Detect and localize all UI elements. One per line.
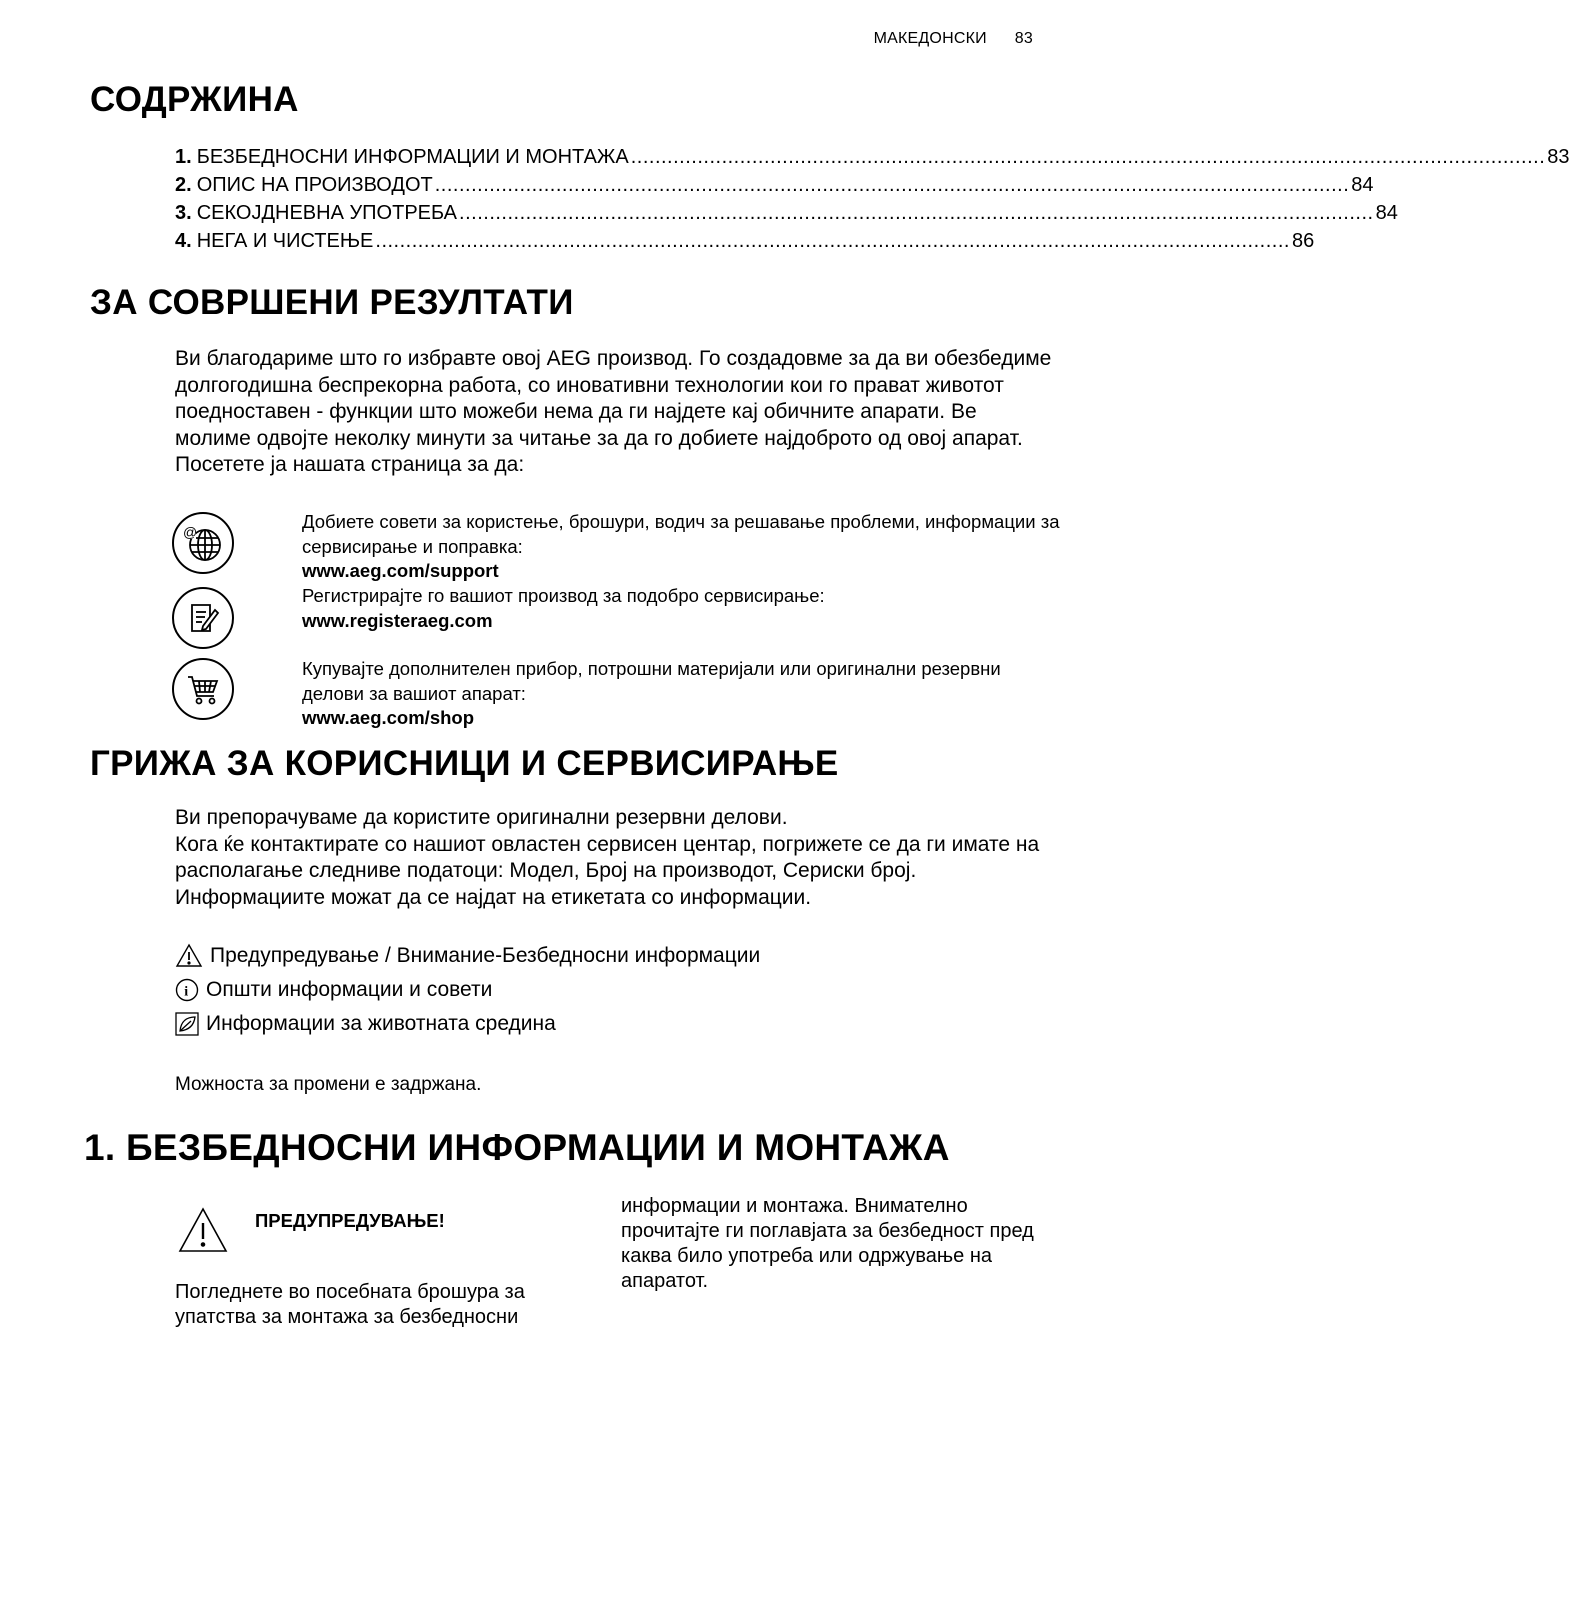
shop-url-link[interactable]: www.aeg.com/shop (302, 707, 475, 728)
support-text: Добиете совети за користење, брошури, водич за решавање проблеми, информации за сервисирање и поправка: (302, 511, 1060, 557)
toc-item[interactable] (175, 199, 1398, 227)
shop-text: Купувајте дополнителен прибор, потрошни материјали или оригинални резервни делови за вашиот апарат: (302, 658, 1001, 704)
toc-item[interactable] (175, 143, 1570, 171)
toc-item-page: 84 (1375, 202, 1398, 224)
safety-paragraph-right: информации и монтажа. Внимателно прочитајте ги поглавјата за безбедност пред каква било употреба или одржување на апаратот. (621, 1195, 1034, 1292)
toc-item-label: СЕКОЈДНЕВНА УПОТРЕБА (196, 202, 458, 224)
visit-paragraph: Посетете ја нашата страница за да: (175, 453, 525, 476)
customer-care-title: ГРИЖА ЗА КОРИСНИЦИ И СЕРВИСИРАЊЕ (90, 744, 839, 783)
safety-section-title: 1. БЕЗБЕДНОСНИ ИНФОРМАЦИИ И МОНТАЖА (84, 1127, 950, 1168)
info-icon (175, 977, 199, 1003)
register-link-block (302, 584, 1062, 633)
shopping-cart-icon (172, 658, 234, 720)
perfect-results-text (175, 346, 1055, 479)
toc-item-label: НЕГА И ЧИСТЕЊЕ (196, 230, 374, 252)
safety-text-right (621, 1194, 1041, 1294)
toc-item-number: 4. (175, 230, 192, 252)
register-url-link[interactable]: www.registeraeg.com (302, 609, 493, 631)
intro-paragraph: Ви благодариме што го избравте овој AEG производ. Го создадовме за да ви обезбедиме долгогодишна беспрекорна работа, со иновативни технологии кои го прават животот поедноставен - функции што можеби нема да ги најдете кај обичните апарати. Ве молиме одвојте неколку минути за читање за да го добиете најдоброто од овој апарат. (175, 347, 1052, 450)
toc-item-label: БЕЗБЕДНОСНИ ИНФОРМАЦИИ И МОНТАЖА (196, 146, 629, 168)
legend-info-label: Општи информации и совети (206, 978, 493, 1001)
toc-item-page: 83 (1547, 146, 1570, 168)
toc-leader-dots: ....................................................................................................................................................... (630, 146, 1546, 168)
care-line-3: Информациите можат да се најдат на етикетата со информации. (175, 885, 812, 909)
toc-item[interactable] (175, 227, 1315, 255)
warning-triangle-icon (175, 943, 203, 969)
toc-item-page: 86 (1291, 230, 1315, 252)
toc-title: СОДРЖИНА (90, 80, 299, 119)
svg-text:@: @ (183, 524, 198, 540)
leaf-icon (175, 1011, 199, 1037)
legend-environment (175, 1011, 556, 1037)
shop-link-block (302, 657, 1062, 731)
care-line-1: Ви препорачуваме да користите оригинални резервни делови. (175, 806, 788, 829)
toc-item-label: ОПИС НА ПРОИЗВОДОТ (196, 174, 433, 196)
svg-text:i: i (184, 984, 189, 1000)
globe-at-icon (172, 512, 234, 574)
toc-item-page: 84 (1351, 174, 1374, 196)
header-language: МАКЕДОНСКИ (873, 30, 987, 47)
toc-item-number: 1. (175, 146, 192, 168)
changes-reserved-note: Можноста за промени е задржана. (175, 1074, 482, 1095)
register-text: Регистрирајте го вашиот производ за подобро сервисирање: (302, 585, 825, 606)
care-line-2: Кога ќе контактирате со нашиот овластен сервисен центар, погрижете се да ги имате на располагање следниве податоци: Модел, Број на производот, Сериски број. (175, 832, 1040, 882)
toc-leader-dots: ....................................................................................................................................................... (434, 174, 1350, 196)
toc-item-number: 3. (175, 202, 192, 224)
safety-paragraph-left: Погледнете во посебната брошура за упатства за монтажа за безбедносни (175, 1281, 525, 1328)
legend-environment-label: Информации за животната средина (206, 1012, 556, 1035)
toc-item[interactable] (175, 171, 1374, 199)
page-header (874, 30, 1033, 48)
toc-leader-dots: ....................................................................................................................................................... (459, 202, 1374, 224)
warning-triangle-icon (177, 1206, 229, 1259)
safety-text-left (175, 1280, 585, 1330)
table-of-contents (175, 143, 1570, 255)
warning-label: ПРЕДУПРЕДУВАЊЕ! (255, 1210, 445, 1231)
support-url-link[interactable]: www.aeg.com/support (302, 560, 499, 581)
toc-item-number: 2. (175, 174, 192, 196)
perfect-results-title: ЗА СОВРШЕНИ РЕЗУЛТАТИ (90, 283, 574, 322)
customer-care-text (175, 805, 1055, 911)
legend-info (175, 977, 492, 1003)
legend-warning (175, 943, 760, 969)
legend-warning-label: Предупредување / Внимание-Безбедносни информации (210, 944, 761, 967)
support-link-block (302, 510, 1062, 584)
page-number: 83 (1014, 30, 1033, 47)
toc-leader-dots: ....................................................................................................................................................... (375, 230, 1290, 252)
registration-icon (172, 587, 234, 649)
